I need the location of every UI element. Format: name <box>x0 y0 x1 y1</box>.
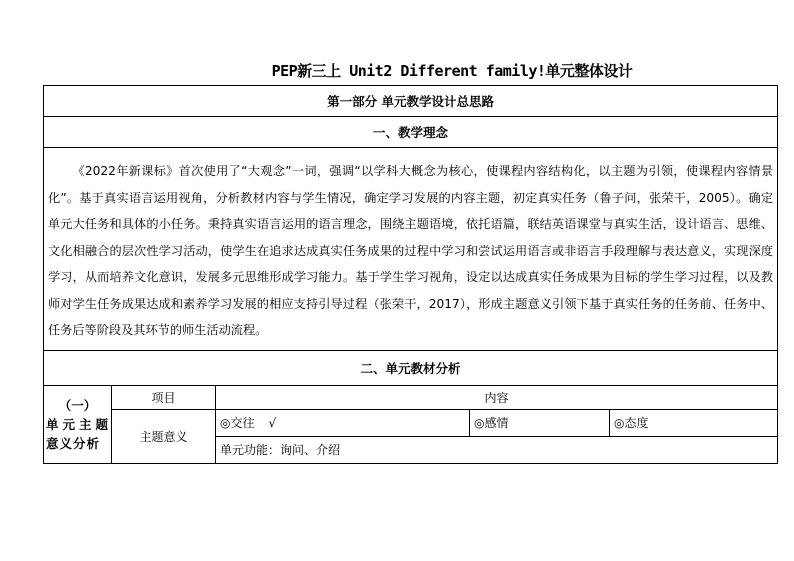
section2-heading: 二、单元教材分析 <box>44 350 778 385</box>
option-label: ◎交往 <box>220 416 255 430</box>
design-table <box>43 85 778 464</box>
option-label: ◎态度 <box>614 416 649 430</box>
unit-function-line: 单元功能：询问、介绍 <box>216 436 778 463</box>
option-emotion <box>470 409 610 436</box>
teaching-philosophy-paragraph: 《2022年新课标》首次使用了“大观念”一词，强调“以学科大概念为核心，使课程内容结构化，以主题为引领，使课程内容情景化”。基于真实语言运用视角，分析教材内容与学生情况，确定学习发展的内容主题，初定真实任务（鲁子问，张荣干，2005）。确定单元大任务和具体的小任务。秉持真实语言运用的语言理念，围绕主题语境，依托语篇，联结英语课堂与真实生活，设计语言、思维、文化相融合的层次性学习活动，使学生在追求达成真实任务成果的过程中学习和尝试运用语言或非语言手段理解与表达意义，实现深度学习，从而培养文化意识，发展多元思维形成学习能力。基于学生学习视角，设定以达成真实任务成果为目标的学生学习过程，以及教师对学生任务成果达成和素养学习发展的相应支持引导过程（张荣干，2017），形成主题意义引领下基于真实任务的任务前、任务中、任务后等阶段及其环节的师生活动流程。 <box>44 148 778 351</box>
document-title: PEP新三上 Unit2 Different family!单元整体设计 <box>271 62 633 80</box>
part-heading: 第一部分 单元教学设计总思路 <box>44 86 778 117</box>
checkmark: √ <box>268 416 277 430</box>
option-attitude <box>610 409 778 436</box>
unit-theme-side-label <box>44 385 112 463</box>
row-label-theme-meaning: 主题意义 <box>112 409 216 463</box>
column-header-item: 项目 <box>112 385 216 409</box>
section1-heading: 一、教学理念 <box>44 117 778 148</box>
side-label-number: （一） <box>58 397 97 413</box>
option-label: ◎感情 <box>474 416 509 430</box>
side-label-text: 单元主题意义分析 <box>46 416 109 451</box>
option-communication <box>216 409 470 436</box>
column-header-content: 内容 <box>216 385 778 409</box>
